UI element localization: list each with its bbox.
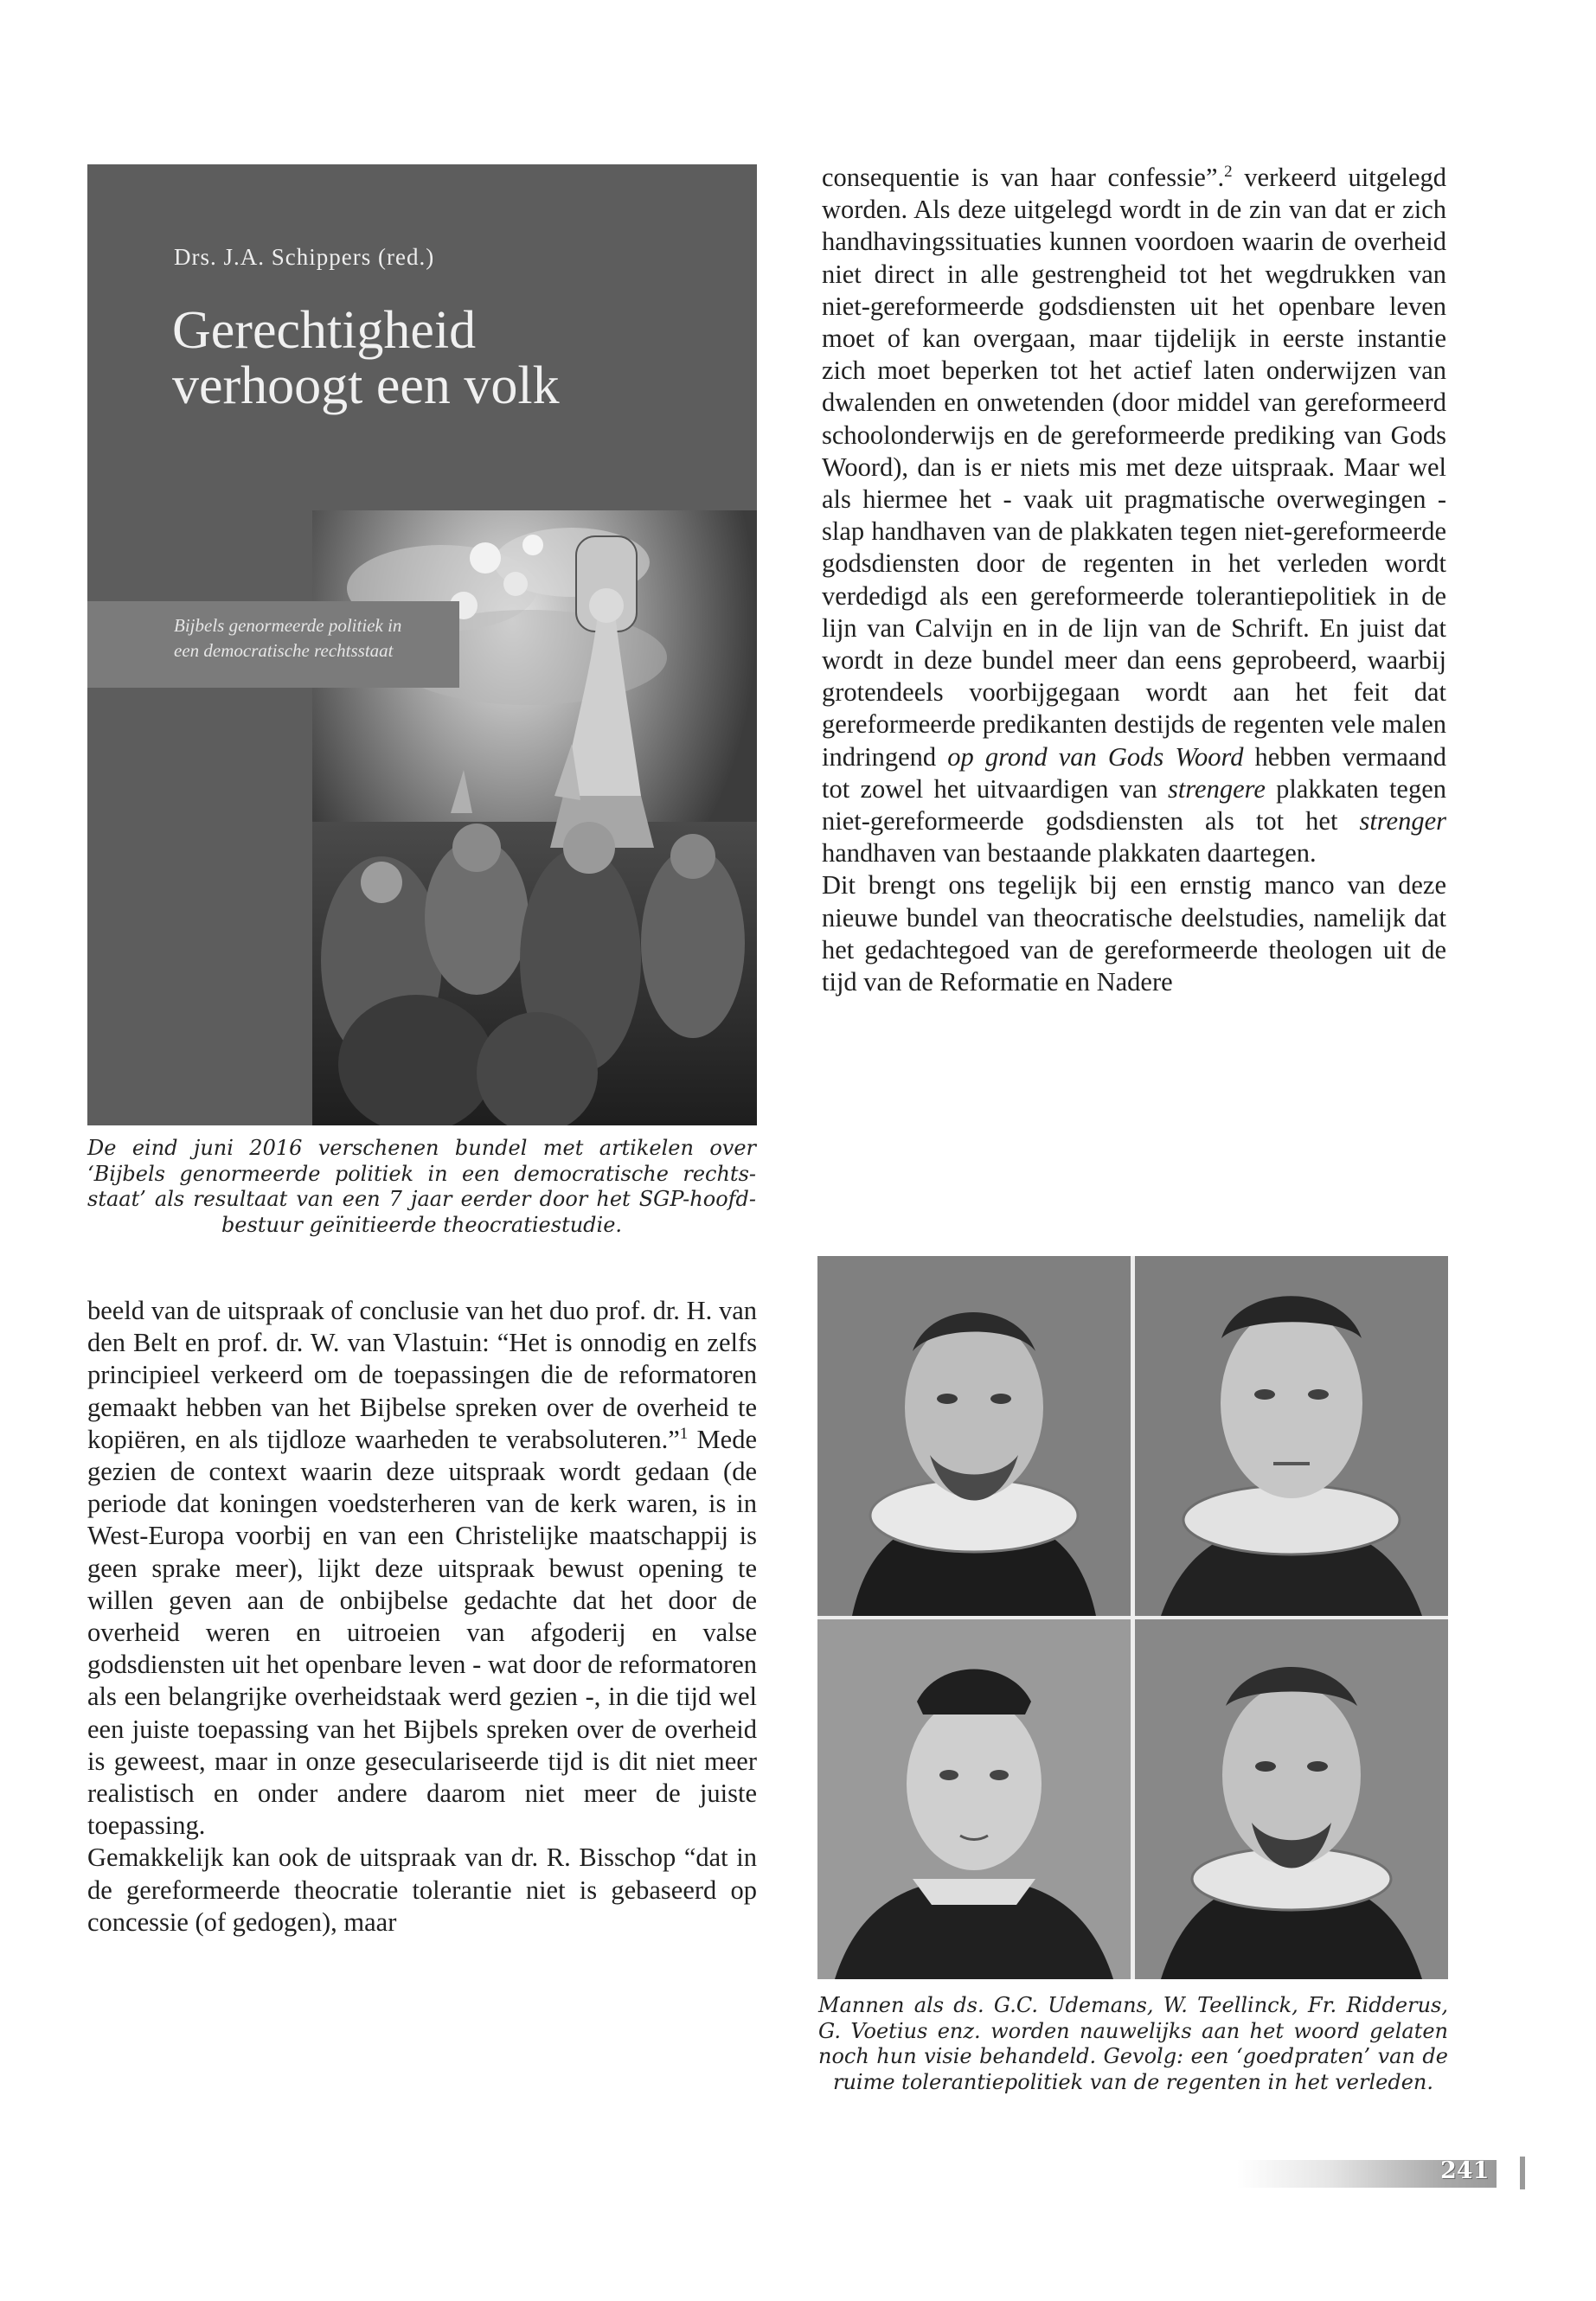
text-run: verkeerd uitgelegd worden. Als deze uitgelegd wordt in de zin van dat er zich handhavingssituaties kunnen voordoen waarin de overheid niet direct in alle gestrengheid tot het wegdrukken van niet-gereformeerde godsdiensten uit het openbare leven moet of kan overgaan, maar tijdelijk in eerste instantie zich moet beperken tot het actief laten onderwijzen van dwalenden en onwetenden (door middel van gereformeerd schoolonderwijs en de gereformeerde prediking van Gods Woord), dan is er niets mis met deze uitspraak. Maar wel als hiermee het - vaak uit pragmatische overwegingen - slap handhaven van de plakkaten tegen niet-gereformeerde godsdiensten door de regenten in het verleden wordt verdedigd als een gereformeerde tolerantiepolitiek in de lijn van Calvijn en in de lijn van de Schrift. En juist dat wordt in deze bundel meer dan eens geprobeerd, waarbij grotendeels voorbijgegaan wordt aan het feit dat gereformeerde predikanten destijds de regenten vele malen indringend bbox=[822, 163, 1446, 772]
footnote-ref: 2 bbox=[1224, 162, 1233, 181]
text-column-right bbox=[822, 162, 1446, 998]
cover-title-line: Gerechtigheid bbox=[172, 301, 477, 360]
emphasis: strenger bbox=[1359, 806, 1446, 836]
cover-subtitle-line: een democratische rechtsstaat bbox=[174, 640, 394, 661]
paragraph: Dit brengt ons tegelijk bij een ernstig manco van deze nieuwe bundel van theocratische deelstudies, namelijk dat het gedachtegoed van de gereformeerde theologen uit de tijd van de Reformatie en Nadere bbox=[822, 870, 1446, 997]
paragraph bbox=[822, 162, 1446, 869]
footnote-ref: 1 bbox=[679, 1424, 689, 1443]
portrait-voetius bbox=[1135, 1619, 1448, 1979]
figure-caption-cover: De eind juni 2016 verschenen bundel met artikelen over ‘Bijbels genormeerde politiek in een democratische rechtsstaat’ als resultaat van een 7 jaar eerder door het SGP-hoofdbestuur geïnitieerde theocratiestudie. bbox=[87, 1136, 756, 1237]
cover-title bbox=[172, 303, 560, 413]
text-run: handhaven van bestaande plakkaten daartegen. bbox=[822, 838, 1317, 868]
emphasis: op grond van Gods Woord bbox=[947, 741, 1244, 772]
page-number: 241 bbox=[1440, 2157, 1490, 2184]
cover-title-line: verhoogt een volk bbox=[172, 356, 560, 415]
text-run: hebben vermaand tot zowel het uitvaardigen van bbox=[822, 741, 1446, 804]
cover-subtitle bbox=[174, 613, 468, 663]
text-run: beeld van de uitspraak of conclusie van het duo prof. dr. H. van den Belt en prof. dr. W. van Vlastuin: “Het is onnodig en zelfs principieel verkeerd om de toepassingen die de reformatoren gemaakt hebben van het Bijbelse spreken over de overheid te kopiëren, en als tijdloze waarheden te verabsoluteren.” bbox=[87, 1296, 757, 1454]
text-run: Mede gezien de context waarin deze uitspraak wordt gedaan (de periode dat koningen voedsterheren van de kerk waren, is in West-Europa voorbij en van een Christelijke maatschappij is geen sprake meer), lijkt deze uitspraak bewust opening te willen geven aan de onbijbelse gedachte dat het door de overheid weren en uitroeien van afgoderij en valse godsdiensten uit het openbare leven - wat door de reformatoren als een belangrijke overheidstaak werd gezien -, in die tijd wel een juiste toepassing van het Bijbels spreken over de overheid is geweest, maar in onze geseculariseerde tijd is dit niet meer realistisch en onder andere daarom niet meer de juiste toepassing. bbox=[87, 1424, 757, 1841]
book-cover-image bbox=[87, 164, 757, 1125]
cover-editor: Drs. J.A. Schippers (red.) bbox=[174, 244, 435, 270]
portraits-image bbox=[817, 1256, 1448, 1979]
page-number-tick bbox=[1520, 2157, 1525, 2189]
portrait-teellinck bbox=[1135, 1256, 1448, 1616]
figure-caption-portraits: Mannen als ds. G.C. Udemans, W. Teellinck, Fr. Ridderus, G. Voetius enz. worden nauwelijks aan het woord gelaten noch hun visie behandeld. Gevolg: een ‘goedpraten’ van de ruime tolerantiepolitiek van de regenten in het verleden. bbox=[818, 1993, 1448, 2094]
text-run: consequentie is van haar confessie”. bbox=[822, 163, 1225, 192]
paragraph bbox=[87, 1295, 757, 1842]
portrait-udemans bbox=[817, 1256, 1131, 1616]
emphasis: strengere bbox=[1167, 773, 1266, 804]
portrait-ridderus bbox=[817, 1619, 1131, 1979]
text-column-left bbox=[87, 1295, 757, 1939]
cover-subtitle-line: Bijbels genormeerde politiek in bbox=[174, 615, 402, 636]
paragraph: Gemakkelijk kan ook de uitspraak van dr. R. Bisschop “dat in de gereformeerde theocratie tolerantie niet is gebaseerd op concessie (of gedogen), maar bbox=[87, 1843, 757, 1937]
text-run: plakkaten tegen niet-gereformeerde godsdiensten als tot het bbox=[822, 773, 1446, 836]
